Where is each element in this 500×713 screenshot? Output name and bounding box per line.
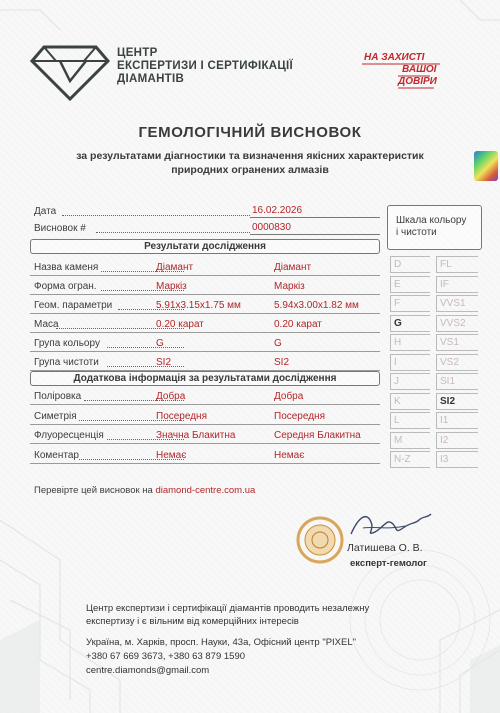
additional-value-2: Добра [274,391,304,402]
scale-color-grade: J [394,376,399,387]
scale-clarity-grade: I2 [440,434,449,446]
scale-color-grade: F [394,298,401,309]
scale-header-box [387,205,482,250]
results-row-divider [30,313,380,314]
expert-name: Латишева О. В. [347,542,423,554]
additional-value-2: Середня Блакитна [274,430,361,441]
results-dots [107,359,184,367]
scale-title-line1: Шкала кольору [396,215,467,226]
org-name-line3: ДІАМАНТІВ [117,73,185,85]
scale-color-grade: G [394,317,402,329]
scale-color-grade: K [394,395,401,407]
scale-color-grade: M [394,434,403,446]
scale-clarity-grade: IF [440,278,449,290]
additional-value-2: Немає [274,449,305,461]
scale-color-grade: E [394,278,401,290]
footer-statement-line2: експертизу і є вільним від комерційних інтересів [86,616,299,627]
diamond-outline-logo-icon [30,43,110,101]
scale-clarity-grade: VS1 [440,337,459,348]
additional-row-divider [30,424,380,425]
slogan-line2: ВАШОЇ [402,64,437,75]
additional-label: Флуоресценція [34,430,104,441]
slogan-line1: НА ЗАХИСТІ [364,52,425,63]
footer-phones: +380 67 669 3673, +380 63 879 1590 [86,651,246,662]
document-subtitle-line2: природних огранених алмазів [171,164,329,176]
verify-link[interactable]: diamond-centre.com.ua [155,485,256,496]
scale-clarity-grade: I3 [440,454,449,465]
scale-clarity-grade: VVS1 [440,298,466,309]
additional-row-divider [30,404,380,405]
date-label: Дата [34,206,57,217]
additional-label: Коментар [34,449,79,461]
results-value-1: Маркіз [156,281,187,292]
additional-label: Поліровка [34,391,82,402]
results-label: Назва каменя [34,262,99,273]
additional-value-1: Добра [156,391,186,402]
scale-color-grade: N-Z [394,454,411,465]
results-value-1: 5.91x3.15x1.75 мм [156,300,241,311]
conclusion-number-label: Висновок # [34,223,86,234]
results-dots [107,340,184,348]
scale-clarity-grade: VVS2 [440,317,466,329]
date-dots [62,208,250,216]
document-title: ГЕМОЛОГІЧНИЙ ВИСНОВОК [138,124,362,141]
org-name-line1: ЦЕНТР [117,47,158,59]
scale-color-grade: H [394,337,402,348]
scale-clarity-grade: I1 [440,415,449,426]
results-label: Група чистоти [34,357,99,368]
results-row-divider [30,332,380,333]
results-value-1: Діамант [156,262,194,273]
results-value-2: 5.94x3.00x1.82 мм [274,300,359,311]
results-section-title: Результати дослідження [30,239,380,254]
results-label: Форма огран. [34,281,97,292]
number-underline [250,234,380,235]
footer-statement-line1: Центр експертизи і сертифікації діамантів проводить незалежну [86,603,370,614]
results-value-2: G [274,338,282,349]
seal-stamp-icon [295,515,345,565]
date-value: 16.02.2026 [252,205,303,216]
scale-color-grade: I [394,356,397,368]
results-value-2: 0.20 карат [274,319,322,330]
document-subtitle-line1: за результатами діагностики та визначення якісних характеристик [76,150,424,162]
slogan-stamp [360,52,444,92]
additional-value-1: Значна Блакитна [156,430,236,441]
org-name-line2: ЕКСПЕРТИЗИ І СЕРТИФІКАЦІЇ [117,60,294,72]
verify-text: Перевірте цей висновок на [34,485,156,496]
additional-row-divider [30,443,380,444]
additional-value-2: Посередня [274,410,325,422]
additional-label: Симетрія [34,410,77,422]
additional-value-1: Посередня [156,410,207,422]
additional-row-divider [30,463,380,464]
date-underline [250,217,380,218]
scale-clarity-grade: VS2 [440,356,459,368]
footer-email[interactable]: centre.diamonds@gmail.com [86,665,210,676]
hologram-sticker-icon [474,151,498,181]
slogan-line3: ДОВІРИ [398,76,437,87]
results-label: Маса [34,319,59,330]
results-value-2: Маркіз [274,281,305,292]
results-value-1: 0.20 карат [156,319,204,330]
scale-clarity-grade: FL [440,259,452,270]
results-label: Група кольору [34,338,100,349]
number-dots [96,225,250,233]
scale-clarity-grade: SI2 [440,395,456,407]
scale-color-grade: L [394,415,400,426]
scale-clarity-grade: SI1 [440,376,456,387]
results-value-2: SI2 [274,357,290,368]
scale-color-grade: D [394,259,402,270]
conclusion-number-value: 0000830 [252,222,291,233]
expert-role: експерт-гемолог [350,558,427,569]
results-value-1: SI2 [156,357,172,368]
handwritten-signature-icon [345,506,435,544]
footer-address: Україна, м. Харків, просп. Науки, 43а, Офісний центр "PIXEL" [86,637,357,648]
results-value-1: G [156,338,164,349]
results-value-2: Діамант [274,262,312,273]
results-row-divider [30,275,380,276]
additional-section-title: Додаткова інформація за результатами дослідження [30,371,380,386]
results-row-divider [30,294,380,295]
additional-value-1: Немає [156,449,187,461]
results-row-divider [30,351,380,352]
scale-title-line2: і чистоти [396,227,437,238]
verify-note [34,485,255,496]
results-label: Геом. параметри [34,300,113,311]
